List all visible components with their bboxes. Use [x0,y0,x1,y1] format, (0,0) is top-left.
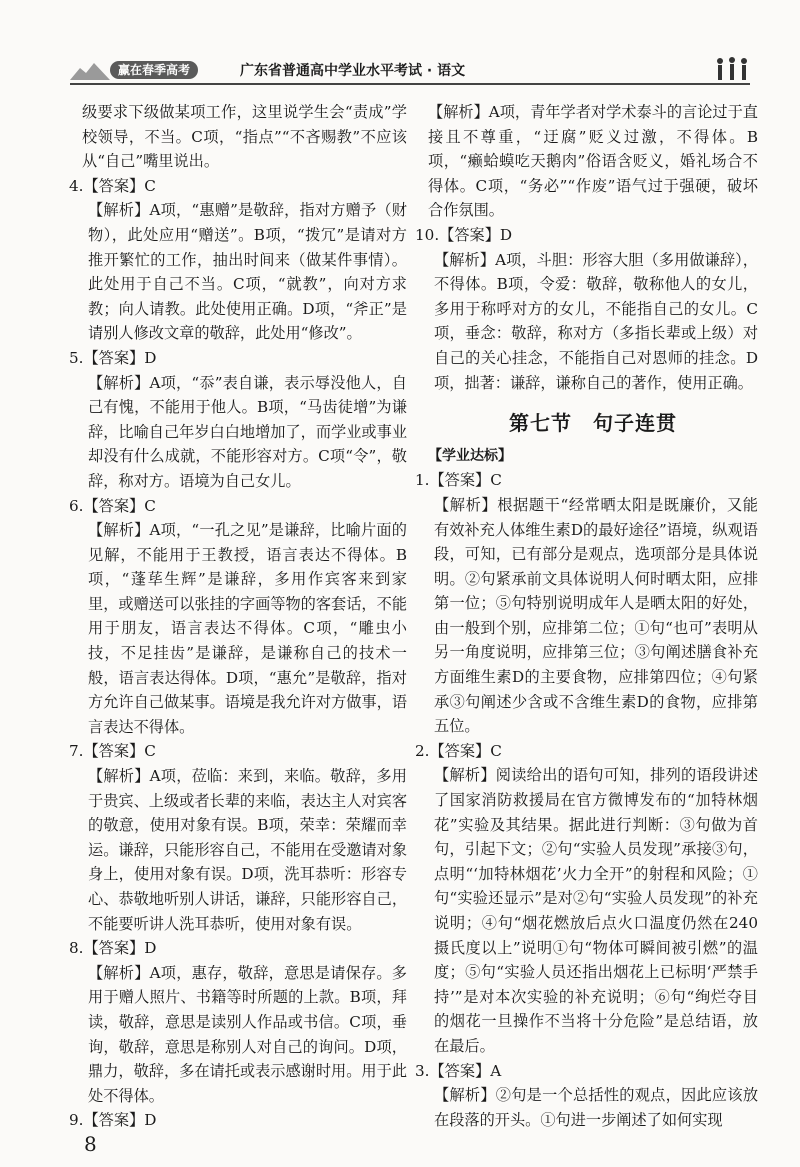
answer-label: 3.【答案】A [415,1061,502,1080]
answer-item-s1 [415,468,758,739]
answer-label: 8.【答案】D [69,939,157,958]
page-number: 8 [84,1132,97,1156]
answer-label: 6.【答案】C [69,496,156,515]
header-rule [70,83,750,85]
answer-item-4 [69,174,407,346]
mountain-logo-icon [70,58,110,82]
answer-item-s3 [415,1059,758,1133]
explanation-text: 【解析】阅读给出的语句可知，排列的语段讲述了国家消防救援局在官方微博发布的“加特林烟花”实验及其结果。据此进行判断：③句做为首句，引起下文；②句“实验人员发现”承接③句，点明“‘加特林烟花’火力全开”的射程和风险；①句“实验还显示”是对②句“实验人员发现”的补充说明；④句“烟花燃放后点火口温度仍然在240摄氏度以上”说明①句“物体可瞬间被引燃”的温度；⑤句“实验人员还指出烟花上已标明‘严禁手持’”是对本次实验的补充说明；⑥句“绚烂夺目的烟花一旦操作不当将十分危险”是总结语，放在最后。 [434,766,758,1055]
answer-item-10 [415,223,758,395]
explanation-text: 【解析】A项，“一孔之见”是谦辞，比喻片面的见解，不能用于王教授，语言表达不得体。B项，“蓬荜生辉”是谦辞，多用作宾客来到家里，或赠送可以张挂的字画等物的客套话，不能用于朋友，语言表达不得体。C项，“雕虫小技，不足挂齿”是谦辞，是谦称自己的技术一般，语言表达得体。D项，“惠允”是敬辞，指对方允许自己做某事。语境是我允许对方做事，语言表达不得体。 [88,521,407,736]
header-title: 广东省普通高中学业水平考试 · 语文 [240,63,466,79]
answer-label: 4.【答案】C [69,176,156,195]
explanation-text: 【解析】A项，惠存，敬辞，意思是请保存。多用于赠人照片、书籍等时所题的上款。B项，拜读，敬辞，意思是读别人作品或书信。C项，垂询，敬辞，意思是称别人对自己的询问。D项，鼎力，敬辞，多在请托或表示感谢时用。用于此处不得体。 [88,963,407,1105]
section-title: 第七节 句子连贯 [509,411,677,436]
right-intro-text: 【解析】A项，青年学者对学术泰斗的言论过于直接且不尊重，“迂腐”贬义过激，不得体。B项，“癞蛤蟆吃天鹅肉”俗语含贬义，婚礼场合不得体。C项，“务必”“作废”语气过于强硬，破坏合作氛围。 [428,103,758,220]
explanation-text: 【解析】A项，“忝”表自谦，表示辱没他人，自己有愧，不能用于他人。B项，“马齿徒增”为谦辞，比喻自己年岁白白地增加了，而学业或事业却没有什么成就，不能形容对方。C项“令”，敬辞，称对方。语境为自己女儿。 [88,373,407,490]
explanation-text: 【解析】②句是一个总括性的观点，因此应该放在段落的开头。①句进一步阐述了如何实现 [434,1086,758,1129]
answer-label: 9.【答案】D [69,1111,157,1130]
people-silhouette-icon [714,56,750,82]
right-column [415,100,758,1132]
answer-item-9 [69,1108,407,1133]
left-column [69,100,407,1133]
answer-label: 2.【答案】C [415,741,502,760]
answer-item-5 [69,346,407,494]
explanation-text: 【解析】A项，莅临：来到，来临。敬辞，多用于贵宾、上级或者长辈的来临，表达主人对宾客的敬意，使用对象有误。B项，荣幸：荣耀而幸运。谦辞，只能形容自己，不能用在受邀请对象身上，使用对象有误。D项，洗耳恭听：形容专心、恭敬地听别人讲话，谦辞，只能形容自己，不能要听讲人洗耳恭听，使用对象有误。 [88,767,407,933]
answer-label: 10.【答案】D [415,225,513,244]
answer-label: 1.【答案】C [415,471,502,490]
answer-label: 5.【答案】D [69,348,157,367]
explanation-text: 【解析】A项，“惠赠”是敬辞，指对方赠予（财物），此处应用“赠送”。B项，“拨冗”是请对方推开繁忙的工作，抽出时间来（做某件事情）。此处用于自己不当。C项，“就教”，向对方求教；向人请教。此处使用正确。D项，“斧正”是请别人修改文章的敬辞，此处用“修改”。 [88,201,407,343]
page-header [70,52,750,86]
answer-item-s2 [415,739,758,1059]
left-intro-text: 级要求下级做某项工作，这里说学生会“责成”学校领导，不当。C项，“指点”“不吝赐教”不应该从“自己”嘴里说出。 [82,103,407,171]
answer-item-6 [69,494,407,740]
explanation-text: 【解析】A项，斗胆：形容大胆（多用做谦辞），不得体。B项，令爱：敬辞，敬称他人的女儿，多用于称呼对方的女儿，不能指自己的女儿。C项，垂念：敬辞，称对方（多指长辈或上级）对自己的关心挂念，不能指自己对恩师的挂念。D项，拙著：谦辞，谦称自己的著作，使用正确。 [434,250,758,392]
sub-title: 【学业达标】 [428,447,512,464]
brand-badge: 赢在春季高考 [110,61,198,79]
explanation-text: 【解析】根据题干“经常晒太阳是既廉价，又能有效补充人体维生素D的最好途径”语境，纵观语段，可知，已有部分是观点，选项部分是具体说明。②句紧承前文具体说明人何时晒太阳，应排第一位；⑤句特别说明成年人是晒太阳的好处，由一般到个别，应排第二位；①句“也可”表明从另一角度说明，应排第三位；③句阐述膳食补充方面维生素D的主要食物，应排第四位；④句紧承③句阐述少含或不含维生素D的食物，应排第五位。 [434,495,758,736]
answer-label: 7.【答案】C [69,742,156,761]
answer-item-7 [69,739,407,936]
answer-item-8 [69,936,407,1108]
